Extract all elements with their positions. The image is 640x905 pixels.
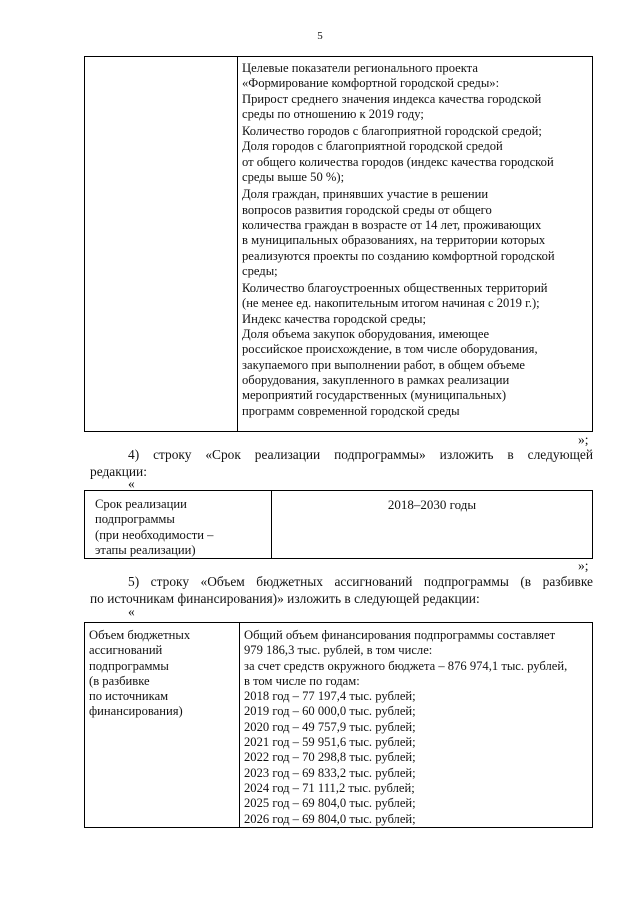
text-line: в муниципальных образованиях, на территории которых: [242, 233, 546, 248]
text-line: за счет средств окружного бюджета – 876 974,1 тыс. рублей,: [244, 658, 568, 673]
text-line: (не менее ед. накопительным итогом начиная с 2019 г.);: [242, 296, 540, 311]
text-line: в том числе по годам:: [244, 673, 360, 688]
paragraph-item-5: [90, 574, 593, 607]
funding-value-cell: [240, 623, 593, 828]
text-line: (в разбивке: [89, 673, 150, 688]
text-line: 2022 год – 70 298,8 тыс. рублей;: [244, 750, 416, 765]
text-line: программ современной городской среды: [242, 403, 460, 418]
text-line: ассигнований: [89, 643, 163, 658]
text-line: среды выше 50 %);: [242, 170, 345, 185]
text-line: закупаемого при выполнении работ, в общем объеме: [242, 357, 526, 372]
text-line: (при необходимости –: [95, 527, 214, 542]
text-line: мероприятий государственных (муниципальных): [242, 388, 507, 403]
text-line: Общий объем финансирования подпрограммы составляет: [244, 628, 556, 642]
text-line: 2024 год – 71 111,2 тыс. рублей;: [244, 780, 415, 795]
text-line: 2026 год – 69 804,0 тыс. рублей;: [244, 811, 416, 826]
funding-table: [84, 622, 593, 828]
funding-label-cell: [85, 623, 240, 828]
text-line: 2021 год – 59 951,6 тыс. рублей;: [244, 735, 416, 750]
text-line: среды по отношению к 2019 году;: [242, 106, 424, 121]
paragraph-line: редакции:: [90, 463, 147, 479]
text-line: Индекс качества городской среды;: [242, 311, 426, 326]
text-line: оборудования, закупленного в рамках реализации: [242, 372, 510, 387]
page-number: 5: [317, 30, 323, 42]
text-line: Объем бюджетных: [89, 628, 191, 642]
indicators-cell: [238, 57, 593, 432]
text-line: количества граждан в возрасте от 14 лет, проживающих: [242, 217, 542, 232]
text-line: реализуются проекты по созданию комфортной городской: [242, 248, 555, 263]
text-line: этапы реализации): [95, 542, 196, 557]
paragraph-item-4: [90, 447, 593, 480]
text-line: Количество благоустроенных общественных территорий: [242, 281, 548, 296]
period-value: 2018–2030 годы: [387, 497, 477, 512]
text-line: Прирост среднего значения индекса качества городской: [242, 91, 542, 106]
paragraph-line: по источникам финансирования)» изложить в следующей редакции:: [90, 590, 480, 606]
text-line: от общего количества городов (индекс качества городской: [242, 154, 554, 169]
text-line: 2018 год – 77 197,4 тыс. рублей;: [244, 689, 416, 704]
text-line: среды;: [242, 263, 278, 278]
text-line: 2025 год – 69 804,0 тыс. рублей;: [244, 796, 416, 811]
text-line: 2019 год – 60 000,0 тыс. рублей;: [244, 704, 416, 719]
paragraph-line: 5) строку «Объем бюджетных ассигнований подпрограммы (в разбивке: [128, 574, 593, 589]
text-line: «Формирование комфортной городской среды»:: [242, 76, 500, 91]
text-line: Доля объема закупок оборудования, имеющее: [242, 327, 490, 342]
text-line: Срок реализации: [95, 497, 187, 511]
text-line: вопросов развития городской среды от общего: [242, 202, 492, 217]
indicators-table: [84, 56, 593, 432]
period-value-cell: [272, 491, 593, 559]
text-line: Доля городов с благоприятной городской средой: [242, 139, 503, 154]
table-row: [85, 623, 593, 828]
text-line: 2023 год – 69 833,2 тыс. рублей;: [244, 765, 416, 780]
text-line: финансирования): [89, 704, 183, 719]
text-line: 979 186,3 тыс. рублей, в том числе:: [244, 643, 433, 658]
period-table: [84, 490, 593, 559]
text-line: подпрограммы: [89, 658, 169, 673]
opening-quote: «: [128, 604, 135, 619]
table-row: [85, 57, 593, 432]
text-line: российское происхождение, в том числе оборудования,: [242, 342, 538, 357]
closing-quote: »;: [578, 558, 589, 573]
text-line: Целевые показатели регионального проекта: [242, 61, 478, 75]
text-line: Доля граждан, принявших участие в решении: [242, 187, 489, 202]
period-label-cell: [85, 491, 272, 559]
table-cell-empty: [85, 57, 238, 432]
text-line: по источникам: [89, 689, 169, 704]
opening-quote: «: [128, 476, 135, 491]
text-line: подпрограммы: [95, 512, 175, 527]
table-row: [85, 491, 593, 559]
paragraph-line: 4) строку «Срок реализации подпрограммы» изложить в следующей: [128, 447, 593, 462]
text-line: 2020 год – 49 757,9 тыс. рублей;: [244, 719, 416, 734]
text-line: Количество городов с благоприятной городской средой;: [242, 124, 542, 139]
closing-quote: »;: [578, 432, 589, 447]
